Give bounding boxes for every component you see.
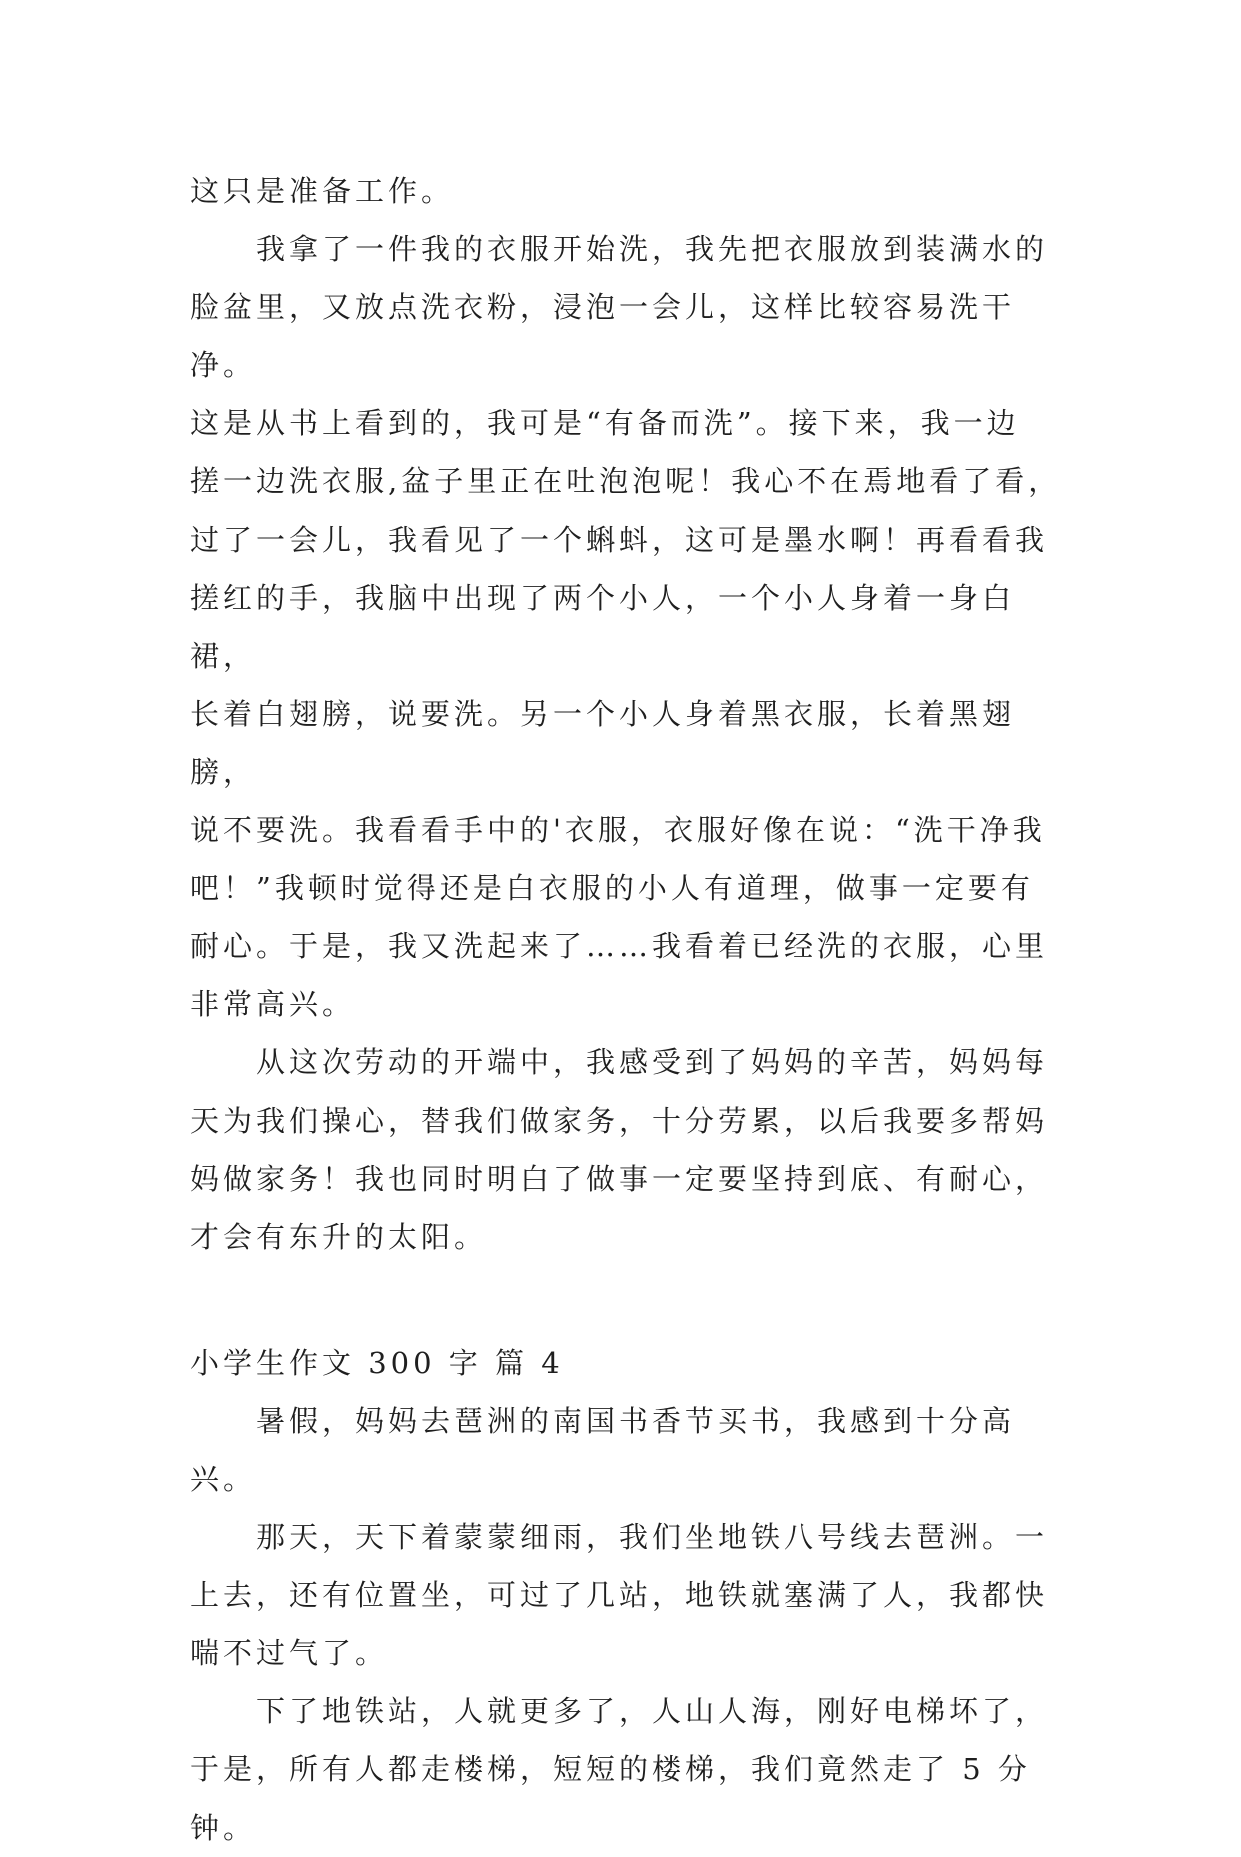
paragraph: 从这次劳动的开端中，我感受到了妈妈的辛苦，妈妈每 天为我们操心，替我们做家务，十分劳累，以后我要多帮妈 妈做家务！我也同时明白了做事一定要坚持到底、有耐心， 才会有东升的太阳。 bbox=[190, 1045, 1049, 1254]
section-heading: 小学生作文 300 字 篇 4 bbox=[190, 1345, 564, 1380]
document-body bbox=[190, 162, 1070, 1857]
paragraph: 那天，天下着蒙蒙细雨，我们坐地铁八号线去琶洲。一 上去，还有位置坐，可过了几站，地铁就塞满了人，我都快 喘不过气了。 bbox=[190, 1520, 1049, 1671]
paragraph: 暑假，妈妈去琶洲的南国书香节买书，我感到十分高兴。 bbox=[190, 1403, 1016, 1496]
paragraph: 下了地铁站，人就更多了，人山人海，刚好电梯坏了， 于是，所有人都走楼梯，短短的楼梯，我们竟然走了 5 分钟。 bbox=[190, 1694, 1049, 1845]
paragraph: 我拿了一件我的衣服开始洗，我先把衣服放到装满水的 脸盆里，又放点洗衣粉，浸泡一会儿，这样比较容易洗干净。 这是从书上看到的，我可是“有备而洗”。接下来，我一边 搓一边洗衣服,盆子里正在吐泡泡呢！我心不在焉地看了看， 过了一会儿，我看见了一个蝌蚪，这可是墨水啊！再看看我 搓红的手，我脑中出现了两个小人，一个小人身着一身白裙， 长着白翅膀，说要洗。另一个小人身着黑衣服，长着黑翅膀， 说不要洗。我看看手中的'衣服，衣服好像在说：“洗干净我 吧！”我顿时觉得还是白衣服的小人有道理，做事一定要有 耐心。于是，我又洗起来了……我看着已经洗的衣服，心里 非常高兴。 bbox=[190, 232, 1062, 1022]
paragraph: 这只是准备工作。 bbox=[190, 174, 455, 208]
